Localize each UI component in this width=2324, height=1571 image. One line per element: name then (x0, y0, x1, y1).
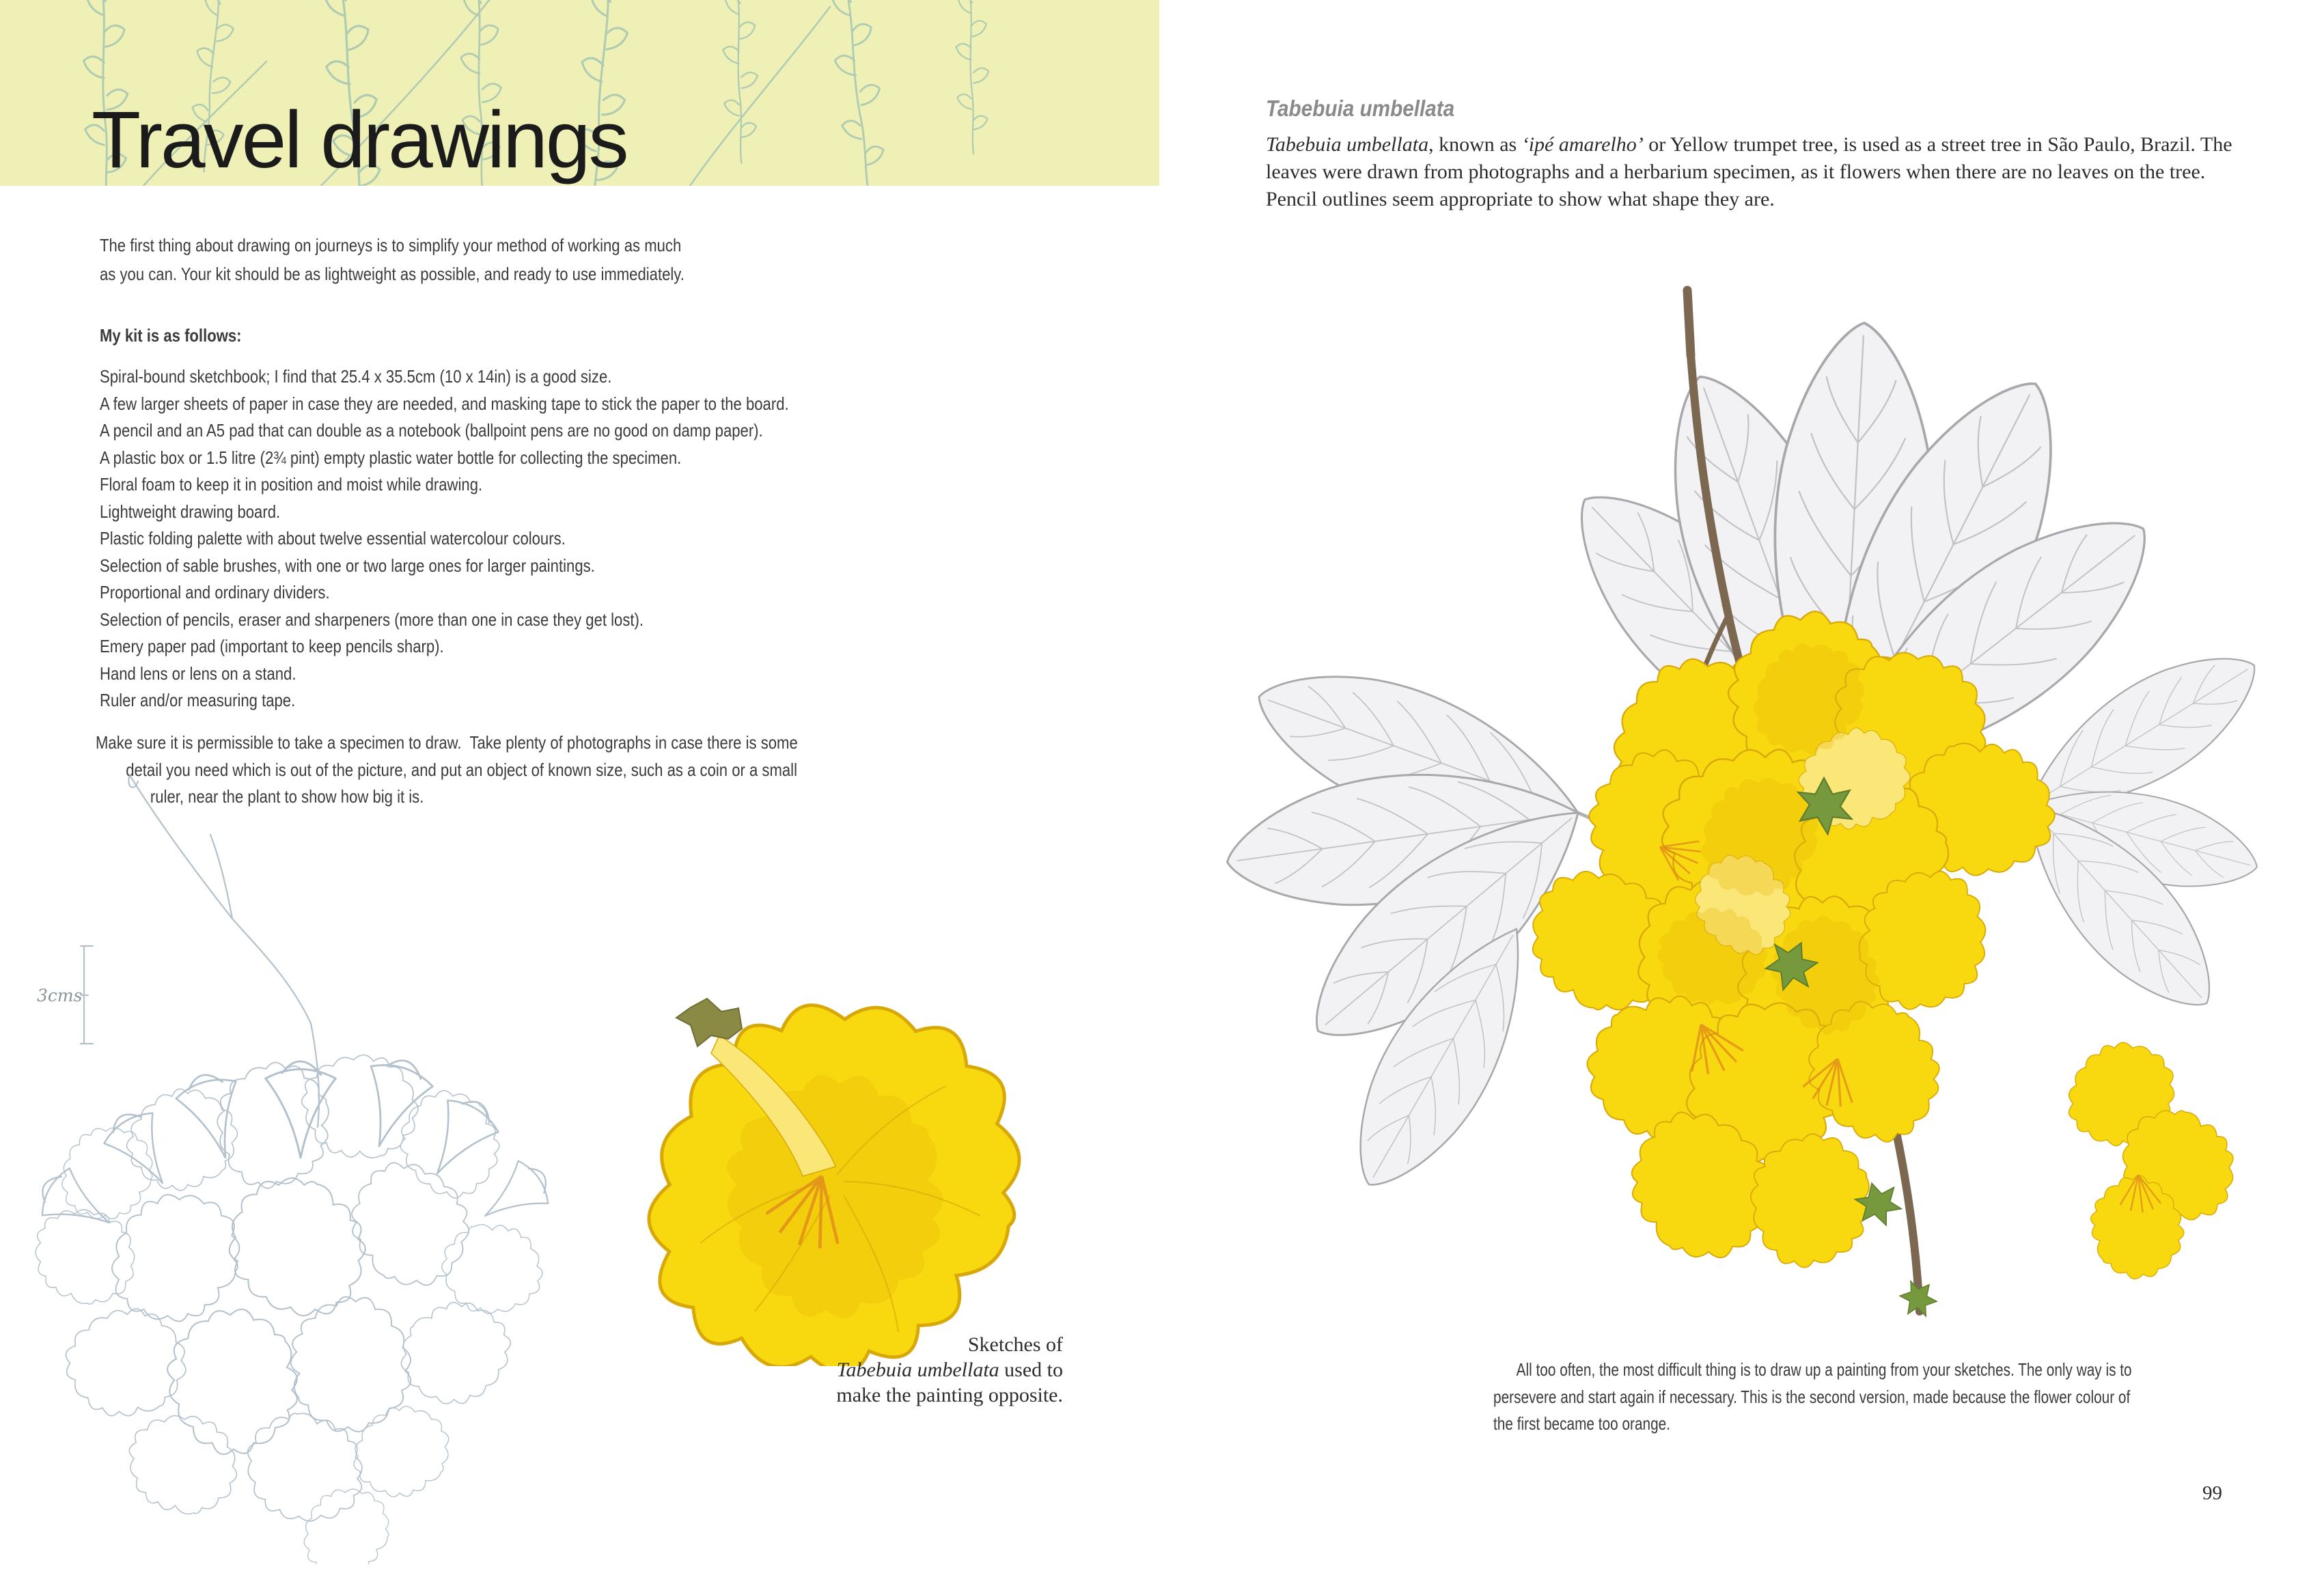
kit-item: Lightweight drawing board. (100, 501, 281, 522)
closing-line: All too often, the most difficult thing is to draw up a painting from your sketches. The only way is to (1516, 1359, 2132, 1380)
intro-line: The first thing about drawing on journeys is to simplify your method of working as much (100, 235, 682, 255)
painting-tabebuia (1223, 219, 2268, 1339)
watercolour-single-flower (639, 970, 1021, 1366)
species-paragraph-line: leaves were drawn from photographs and a herbarium specimen, as it flowers when there are no leaves on the tree. (1266, 161, 2206, 183)
kit-item: Plastic folding palette with about twelve essential watercolour colours. (100, 528, 566, 548)
kit-list (100, 363, 789, 714)
kit-item: Hand lens or lens on a stand. (100, 663, 296, 684)
kit-heading-wrap (100, 325, 242, 346)
kit-item: Ruler and/or measuring tape. (100, 690, 296, 710)
species-paragraph-line: Tabebuia umbellata, known as ‘ipé amarelho’ or Yellow trumpet tree, is used as a street tree in São Paulo, Brazil. The (1266, 133, 2232, 156)
kit-item: Selection of sable brushes, with one or two large ones for larger paintings. (100, 555, 595, 576)
scale-annotation: 3cms (37, 986, 83, 1005)
closing-line: persevere and start again if necessary. This is the second version, made because the flower colour of (1493, 1386, 2131, 1407)
kit-item: Emery paper pad (important to keep pencils sharp). (100, 636, 444, 656)
species-paragraph-line: Pencil outlines seem appropriate to show what shape they are. (1266, 188, 1775, 210)
kit-item: A few larger sheets of paper in case they are needed, and masking tape to stick the paper to the board. (100, 393, 789, 414)
closing-paragraph (1493, 1357, 2132, 1438)
sketch-caption (680, 1332, 1063, 1408)
note-line: Make sure it is permissible to take a specimen to draw. Take plenty of photographs in case there is some (96, 732, 798, 753)
page-title: Travel drawings (92, 95, 627, 185)
closing-line: the first became too orange. (1493, 1413, 1670, 1434)
kit-item: Selection of pencils, eraser and sharpeners (more than one in case they get lost). (100, 609, 644, 630)
kit-item: Proportional and ordinary dividers. (100, 582, 330, 602)
caption-line: Tabebuia umbellata used to (836, 1359, 1063, 1381)
species-paragraph (1266, 131, 2232, 213)
species-heading: Tabebuia umbellata (1266, 96, 1455, 121)
kit-heading: My kit is as follows: (100, 325, 242, 346)
caption-line: make the painting opposite. (836, 1384, 1063, 1406)
kit-item: Floral foam to keep it in position and moist while drawing. (100, 474, 483, 495)
pencil-sketch-flower-cluster (7, 772, 553, 1564)
intro-line: as you can. Your kit should be as lightweight as possible, and ready to use immediately. (100, 264, 684, 284)
kit-item: A pencil and an A5 pad that can double as a notebook (ballpoint pens are no good on damp paper). (100, 420, 763, 441)
kit-item: Spiral-bound sketchbook; I find that 25.4 x 35.5cm (10 x 14in) is a good size. (100, 366, 612, 387)
note-line: ruler, near the plant to show how big it is. (150, 786, 424, 807)
page-number: 99 (2202, 1482, 2222, 1504)
intro-paragraph (100, 231, 684, 288)
note-line: detail you need which is out of the picture, and put an object of known size, such as a coin or a small (126, 759, 797, 780)
kit-item: A plastic box or 1.5 litre (2¾ pint) empty plastic water bottle for collecting the specimen. (100, 447, 682, 468)
caption-line: Sketches of (967, 1333, 1063, 1356)
